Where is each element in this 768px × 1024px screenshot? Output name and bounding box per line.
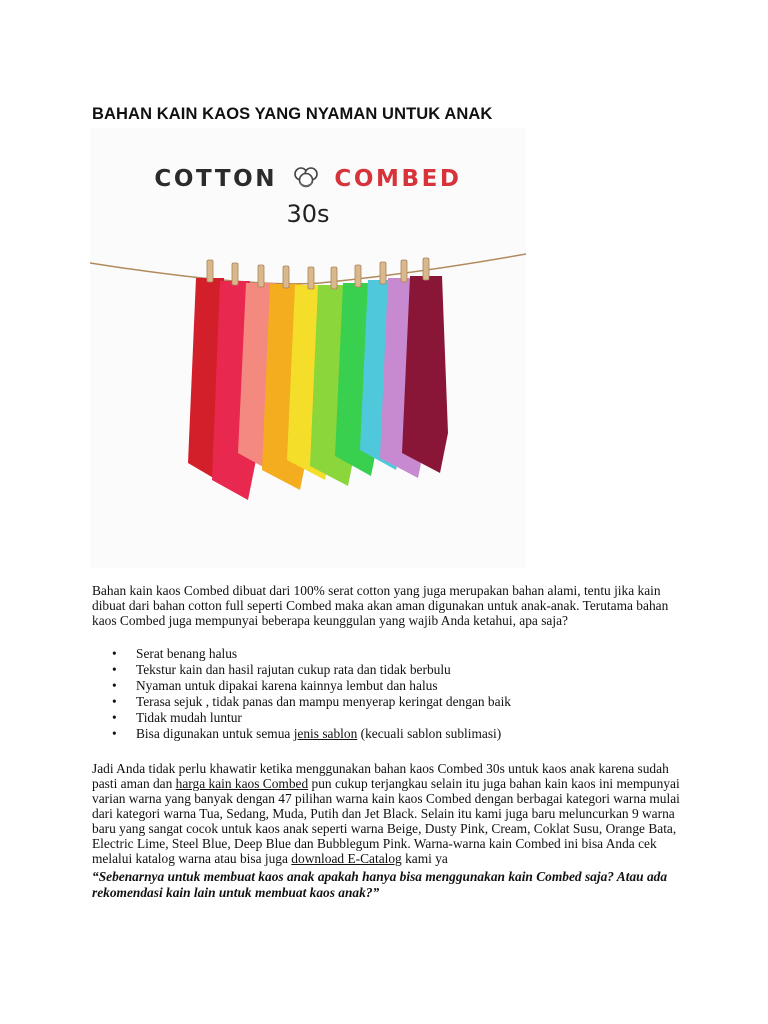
features-list xyxy=(92,646,652,742)
clothespin xyxy=(380,262,386,284)
fabric-group xyxy=(188,258,448,500)
intro-paragraph: Bahan kain kaos Combed dibuat dari 100% serat cotton yang juga merupakan bahan alami, tentu jika kain dibuat dari bahan cotton full seperti Combed maka akan aman digunakan untuk anak-anak. Terutama bahan kaos Combed juga mempunyai beberapa keunggulan yang wajib Anda ketahui, apa saja? xyxy=(92,583,669,628)
clothespin xyxy=(401,260,407,282)
clothespin xyxy=(308,267,314,289)
clothespin xyxy=(258,265,264,287)
list-item: • Tekstur kain dan hasil rajutan cukup rata dan tidak berbulu xyxy=(112,662,451,677)
list-item: • Tidak mudah luntur xyxy=(112,710,242,725)
cotton-combed-image xyxy=(90,128,526,568)
clothespin xyxy=(207,260,213,282)
download-ecatalog-link[interactable]: download E-Catalog xyxy=(291,851,402,866)
list-item: • Bisa digunakan untuk semua jenis sablon (kecuali sablon sublimasi) xyxy=(112,726,502,741)
brand-word-combed: COMBED xyxy=(334,166,462,192)
fabric-illustration xyxy=(90,128,526,568)
clothespin xyxy=(232,263,238,285)
clothespin xyxy=(283,266,289,288)
bullet-mark: • xyxy=(112,662,117,677)
jenis-sablon-link[interactable]: jenis sablon xyxy=(293,726,358,741)
list-item: • Serat benang halus xyxy=(112,646,238,661)
list-item: • Terasa sejuk , tidak panas dan mampu menyerap keringat dengan baik xyxy=(112,694,511,709)
list-item: • Nyaman untuk dipakai karena kainnya lembut dan halus xyxy=(112,678,438,693)
bullet-mark: • xyxy=(112,678,117,693)
bullet-mark: • xyxy=(112,646,117,661)
brand-word-cotton: COTTON xyxy=(154,166,278,192)
clothespin xyxy=(423,258,429,280)
clothespin xyxy=(331,267,337,289)
page-title: BAHAN KAIN KAOS YANG NYAMAN UNTUK ANAK xyxy=(92,105,493,123)
clothespin xyxy=(355,265,361,287)
bullet-mark: • xyxy=(112,726,117,741)
brand-subtitle: 30s xyxy=(286,200,330,228)
harga-kain-link[interactable]: harga kain kaos Combed xyxy=(175,776,309,791)
bullet-mark: • xyxy=(112,710,117,725)
closing-question: “Sebenarnya untuk membuat kaos anak apakah hanya bisa menggunakan kain Combed saja? Atau ada rekomendasi kain lain untuk membuat kaos anak?” xyxy=(92,869,668,900)
body-paragraph: Jadi Anda tidak perlu khawatir ketika menggunakan bahan kaos Combed 30s untuk kaos anak karena sudah pasti aman dan harga kain kaos Combed pun cukup terjangkau selain itu juga bahan kain kaos ini mempunyai varian warna yang banyak dengan 47 pilihan warna kain kaos Combed dengan berbagai kategori warna mulai dari kategori warna Tua, Sedang, Muda, Putih dan Jet Black. Selain itu kami juga baru meluncurkan 9 warna baru yang sangat cocok untuk kaos anak seperti warna Beige, Dusty Pink, Cream, Coklat Susu, Orange Bata, Electric Lime, Steel Blue, Deep Blue dan Bubblegum Pink. Warna-warna kain Combed ini bisa Anda cek melalui katalog warna atau bisa juga download E-Catalog kami ya xyxy=(92,761,680,866)
bullet-mark: • xyxy=(112,694,117,709)
fabric-swatch xyxy=(402,276,448,473)
